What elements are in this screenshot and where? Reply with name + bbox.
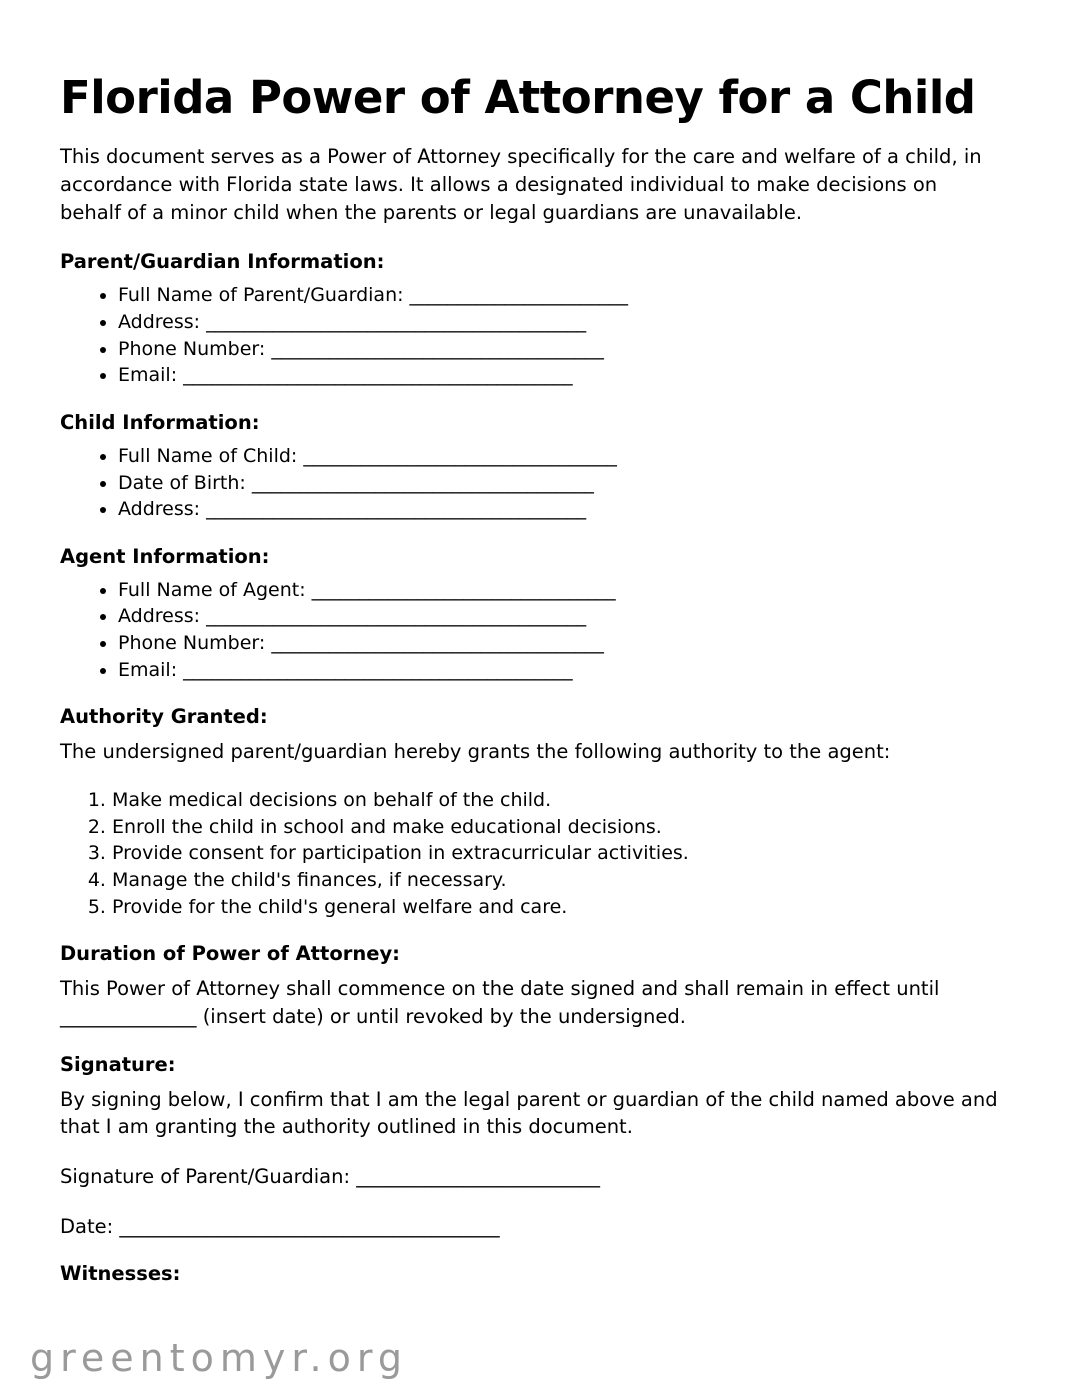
list-item: • Phone Number: ___________________________________ <box>118 631 1003 657</box>
intro-paragraph: This document serves as a Power of Attorney specifically for the care and welfare of a child, in accordance with Florida state laws. It allows a designated individual to make decisions on behalf of a minor child when the parents or legal guardians are unavailable. <box>60 145 982 224</box>
section-heading-parent-guardian: Parent/Guardian Information: <box>60 250 385 274</box>
parent-guardian-field-list <box>60 283 1003 389</box>
authority-intro-text: The undersigned parent/guardian hereby grants the following authority to the agent: <box>60 740 891 764</box>
list-item: 1. Make medical decisions on behalf of the child. <box>112 788 1003 814</box>
list-item: 2. Enroll the child in school and make educational decisions. <box>112 815 1003 841</box>
section-heading-child-information: Child Information: <box>60 410 260 434</box>
list-item: • Date of Birth: ____________________________________ <box>118 471 1003 497</box>
authority-granted-list <box>60 788 1003 920</box>
duration-text: This Power of Attorney shall commence on the date signed and shall remain in effect until ______________ (insert date) or until revoked by the undersigned. <box>60 977 940 1028</box>
list-item: • Full Name of Child: _________________________________ <box>118 444 1003 470</box>
list-item: • Email: _________________________________________ <box>118 363 1003 389</box>
list-item: • Address: ________________________________________ <box>118 497 1003 523</box>
list-item: • Email: _________________________________________ <box>118 658 1003 684</box>
list-item: • Phone Number: ___________________________________ <box>118 337 1003 363</box>
section-heading-duration: Duration of Power of Attorney: <box>60 942 400 966</box>
list-item: • Full Name of Parent/Guardian: _______________________ <box>118 283 1003 309</box>
signature-text: By signing below, I confirm that I am the legal parent or guardian of the child named above and that I am granting the authority outlined in this document. <box>60 1087 998 1139</box>
section-heading-witnesses: Witnesses: <box>60 1262 181 1286</box>
list-item: • Address: ________________________________________ <box>118 310 1003 336</box>
list-item: • Address: ________________________________________ <box>118 604 1003 630</box>
child-field-list <box>60 444 1003 523</box>
list-item: 5. Provide for the child's general welfare and care. <box>112 895 1003 921</box>
list-item: • Full Name of Agent: ________________________________ <box>118 578 1003 604</box>
signature-of-parent-guardian-line: Signature of Parent/Guardian: _________________________ <box>60 1165 600 1188</box>
watermark: greentomyr.org <box>30 1336 408 1380</box>
list-item: 3. Provide consent for participation in extracurricular activities. <box>112 841 1003 867</box>
section-heading-authority-granted: Authority Granted: <box>60 705 268 729</box>
agent-field-list <box>60 578 1003 684</box>
page-title: Florida Power of Attorney for a Child <box>60 71 976 124</box>
list-item: 4. Manage the child's finances, if necessary. <box>112 868 1003 894</box>
section-heading-signature: Signature: <box>60 1052 176 1076</box>
section-heading-agent-information: Agent Information: <box>60 544 270 568</box>
signature-date-line: Date: _______________________________________ <box>60 1214 500 1238</box>
